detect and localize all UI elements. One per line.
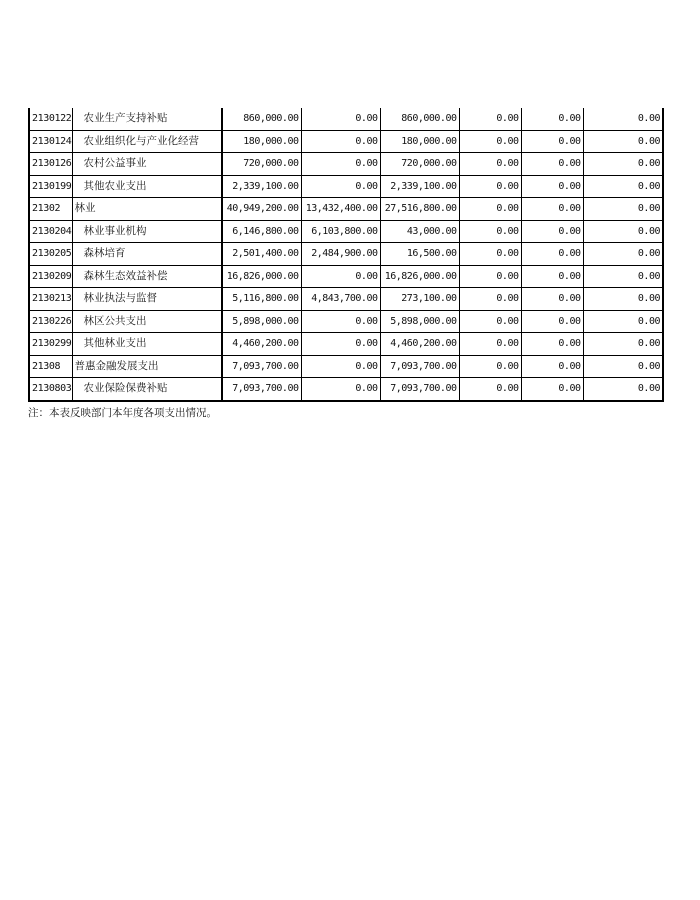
other-cell: 0.00: [583, 175, 663, 198]
total-cell: 6,146,800.00: [222, 220, 301, 243]
business-expenditure-cell: 0.00: [459, 108, 521, 130]
subject-name-cell: 其他林业支出: [72, 333, 222, 356]
subsidiary-subsidy-cell: 0.00: [521, 378, 583, 401]
other-cell: 0.00: [583, 243, 663, 266]
total-cell: 4,460,200.00: [222, 333, 301, 356]
expenditure-table: [28, 108, 664, 402]
table-row: [29, 153, 663, 176]
project-expenditure-cell: 43,000.00: [380, 220, 459, 243]
subject-code-cell: 2130122: [29, 108, 72, 130]
total-cell: 40,949,200.00: [222, 198, 301, 221]
subject-code-cell: 21302: [29, 198, 72, 221]
subject-code-cell: 2130124: [29, 130, 72, 153]
project-expenditure-cell: 720,000.00: [380, 153, 459, 176]
subject-name-cell: 林区公共支出: [72, 310, 222, 333]
subject-code-cell: 2130205: [29, 243, 72, 266]
table-row: [29, 288, 663, 311]
business-expenditure-cell: 0.00: [459, 153, 521, 176]
basic-expenditure-cell: 0.00: [301, 333, 380, 356]
subject-code-cell: 2130226: [29, 310, 72, 333]
subsidiary-subsidy-cell: 0.00: [521, 220, 583, 243]
project-expenditure-cell: 4,460,200.00: [380, 333, 459, 356]
subsidiary-subsidy-cell: 0.00: [521, 333, 583, 356]
basic-expenditure-cell: 4,843,700.00: [301, 288, 380, 311]
subject-name-cell: 农村公益事业: [72, 153, 222, 176]
other-cell: 0.00: [583, 310, 663, 333]
business-expenditure-cell: 0.00: [459, 265, 521, 288]
table-row: [29, 130, 663, 153]
subsidiary-subsidy-cell: 0.00: [521, 130, 583, 153]
subject-name-cell: 普惠金融发展支出: [72, 355, 222, 378]
basic-expenditure-cell: 13,432,400.00: [301, 198, 380, 221]
total-cell: 720,000.00: [222, 153, 301, 176]
basic-expenditure-cell: 2,484,900.00: [301, 243, 380, 266]
project-expenditure-cell: 7,093,700.00: [380, 378, 459, 401]
table-body: [29, 108, 663, 401]
subsidiary-subsidy-cell: 0.00: [521, 175, 583, 198]
other-cell: 0.00: [583, 220, 663, 243]
subsidiary-subsidy-cell: 0.00: [521, 153, 583, 176]
project-expenditure-cell: 273,100.00: [380, 288, 459, 311]
subsidiary-subsidy-cell: 0.00: [521, 310, 583, 333]
business-expenditure-cell: 0.00: [459, 355, 521, 378]
subject-code-cell: 2130209: [29, 265, 72, 288]
business-expenditure-cell: 0.00: [459, 333, 521, 356]
subject-name-cell: 农业保险保费补贴: [72, 378, 222, 401]
subject-name-cell: 其他农业支出: [72, 175, 222, 198]
project-expenditure-cell: 5,898,000.00: [380, 310, 459, 333]
basic-expenditure-cell: 0.00: [301, 108, 380, 130]
total-cell: 5,898,000.00: [222, 310, 301, 333]
basic-expenditure-cell: 0.00: [301, 310, 380, 333]
table-row: [29, 243, 663, 266]
business-expenditure-cell: 0.00: [459, 310, 521, 333]
total-cell: 5,116,800.00: [222, 288, 301, 311]
basic-expenditure-cell: 0.00: [301, 130, 380, 153]
basic-expenditure-cell: 0.00: [301, 378, 380, 401]
business-expenditure-cell: 0.00: [459, 288, 521, 311]
project-expenditure-cell: 7,093,700.00: [380, 355, 459, 378]
basic-expenditure-cell: 0.00: [301, 355, 380, 378]
table-row: [29, 378, 663, 401]
basic-expenditure-cell: 0.00: [301, 175, 380, 198]
project-expenditure-cell: 16,500.00: [380, 243, 459, 266]
other-cell: 0.00: [583, 108, 663, 130]
subsidiary-subsidy-cell: 0.00: [521, 108, 583, 130]
other-cell: 0.00: [583, 198, 663, 221]
table-row: [29, 265, 663, 288]
subject-name-cell: 森林培育: [72, 243, 222, 266]
total-cell: 7,093,700.00: [222, 355, 301, 378]
subsidiary-subsidy-cell: 0.00: [521, 198, 583, 221]
table-footnote: 注：本表反映部门本年度各项支出情况。: [28, 407, 217, 419]
subject-name-cell: 林业事业机构: [72, 220, 222, 243]
subject-code-cell: 2130204: [29, 220, 72, 243]
project-expenditure-cell: 180,000.00: [380, 130, 459, 153]
subject-code-cell: 2130126: [29, 153, 72, 176]
total-cell: 2,501,400.00: [222, 243, 301, 266]
total-cell: 16,826,000.00: [222, 265, 301, 288]
total-cell: 2,339,100.00: [222, 175, 301, 198]
basic-expenditure-cell: 0.00: [301, 153, 380, 176]
business-expenditure-cell: 0.00: [459, 243, 521, 266]
total-cell: 180,000.00: [222, 130, 301, 153]
business-expenditure-cell: 0.00: [459, 130, 521, 153]
subsidiary-subsidy-cell: 0.00: [521, 265, 583, 288]
subsidiary-subsidy-cell: 0.00: [521, 288, 583, 311]
subject-code-cell: 21308: [29, 355, 72, 378]
project-expenditure-cell: 2,339,100.00: [380, 175, 459, 198]
table-row: [29, 355, 663, 378]
table-row: [29, 220, 663, 243]
subject-code-cell: 2130803: [29, 378, 72, 401]
other-cell: 0.00: [583, 355, 663, 378]
business-expenditure-cell: 0.00: [459, 198, 521, 221]
other-cell: 0.00: [583, 378, 663, 401]
project-expenditure-cell: 27,516,800.00: [380, 198, 459, 221]
table-row: [29, 333, 663, 356]
total-cell: 7,093,700.00: [222, 378, 301, 401]
other-cell: 0.00: [583, 130, 663, 153]
table-row: [29, 175, 663, 198]
business-expenditure-cell: 0.00: [459, 378, 521, 401]
subject-name-cell: 林业: [72, 198, 222, 221]
table-row: [29, 108, 663, 130]
other-cell: 0.00: [583, 333, 663, 356]
project-expenditure-cell: 860,000.00: [380, 108, 459, 130]
other-cell: 0.00: [583, 153, 663, 176]
business-expenditure-cell: 0.00: [459, 220, 521, 243]
subject-code-cell: 2130213: [29, 288, 72, 311]
subsidiary-subsidy-cell: 0.00: [521, 355, 583, 378]
other-cell: 0.00: [583, 288, 663, 311]
subject-code-cell: 2130299: [29, 333, 72, 356]
total-cell: 860,000.00: [222, 108, 301, 130]
basic-expenditure-cell: 6,103,800.00: [301, 220, 380, 243]
business-expenditure-cell: 0.00: [459, 175, 521, 198]
table-row: [29, 310, 663, 333]
subject-name-cell: 农业组织化与产业化经营: [72, 130, 222, 153]
basic-expenditure-cell: 0.00: [301, 265, 380, 288]
subject-code-cell: 2130199: [29, 175, 72, 198]
subsidiary-subsidy-cell: 0.00: [521, 243, 583, 266]
table-row: [29, 198, 663, 221]
subject-name-cell: 森林生态效益补偿: [72, 265, 222, 288]
subject-name-cell: 农业生产支持补贴: [72, 108, 222, 130]
expenditure-table-region: [28, 108, 662, 402]
other-cell: 0.00: [583, 265, 663, 288]
subject-name-cell: 林业执法与监督: [72, 288, 222, 311]
project-expenditure-cell: 16,826,000.00: [380, 265, 459, 288]
